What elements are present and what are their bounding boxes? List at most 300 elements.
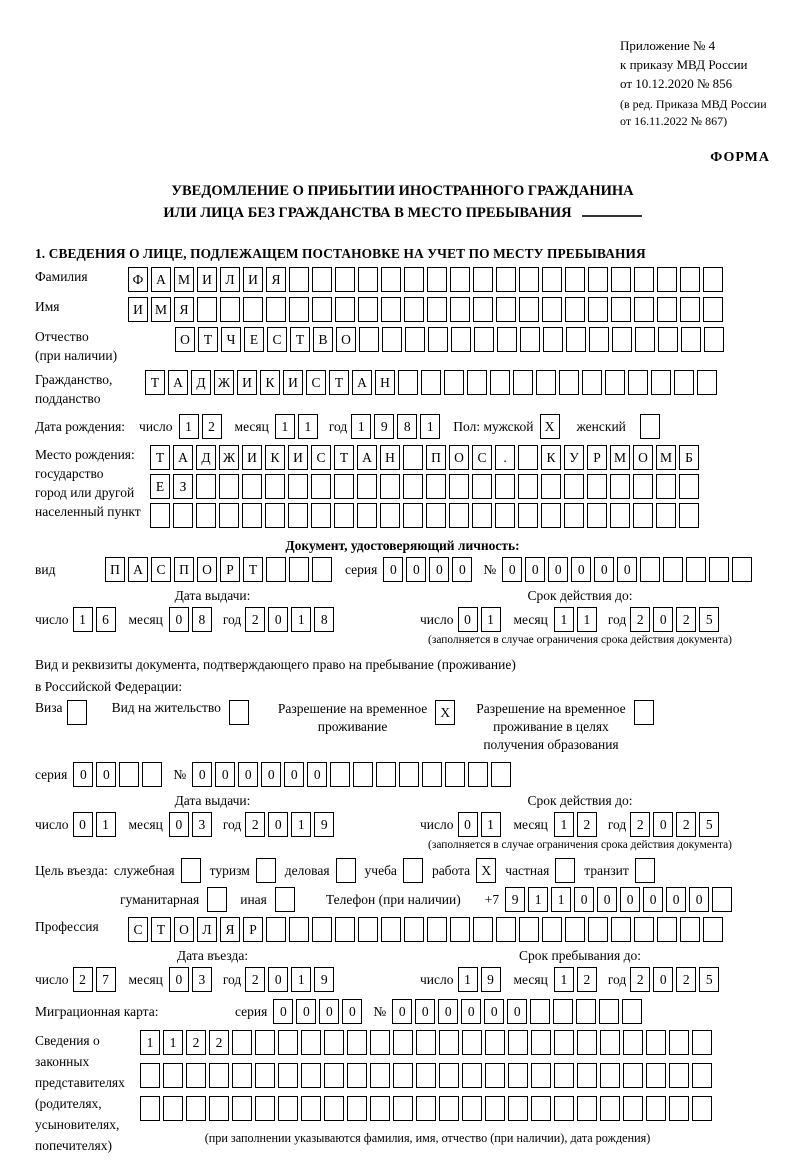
cell[interactable] [669,1063,689,1088]
cell[interactable]: 0 [319,999,339,1024]
cell[interactable] [404,297,424,322]
cell[interactable] [520,327,540,352]
cell[interactable] [219,474,239,499]
cell[interactable]: Л [197,917,217,942]
cell[interactable] [513,370,533,395]
cell[interactable]: 0 [392,999,412,1024]
cell[interactable]: 2 [630,812,650,837]
cell[interactable] [473,917,493,942]
cell[interactable] [577,1030,597,1055]
doc-series-cells[interactable] [383,557,475,582]
cell[interactable]: 1 [554,812,574,837]
cell[interactable]: А [357,445,377,470]
cell[interactable]: X [476,858,496,883]
cell[interactable] [311,474,331,499]
cell[interactable] [278,1030,298,1055]
cell[interactable]: Я [266,267,286,292]
cell[interactable]: 0 [653,812,673,837]
cell[interactable]: И [242,445,262,470]
cell[interactable] [439,1096,459,1121]
cell[interactable] [679,474,699,499]
cell[interactable]: Я [174,297,194,322]
cell[interactable]: М [610,445,630,470]
cell[interactable] [485,1030,505,1055]
cell[interactable] [358,917,378,942]
cell[interactable] [587,503,607,528]
cell[interactable] [472,503,492,528]
cell[interactable] [67,700,87,725]
cell[interactable] [600,1096,620,1121]
cell[interactable] [265,474,285,499]
cell[interactable] [289,917,309,942]
name-cells[interactable] [128,297,726,322]
cell[interactable]: 1 [291,812,311,837]
cell[interactable] [530,999,550,1024]
cell[interactable] [473,297,493,322]
cell[interactable] [370,1030,390,1055]
cell[interactable] [565,297,585,322]
cell[interactable]: Т [329,370,349,395]
cell[interactable] [611,917,631,942]
cell[interactable]: 9 [314,812,334,837]
cell[interactable]: X [435,700,455,725]
cell[interactable] [357,503,377,528]
cell[interactable]: Т [290,327,310,352]
cell[interactable] [536,370,556,395]
citizenship-cells[interactable] [145,370,720,395]
cell[interactable] [634,267,654,292]
cell[interactable] [669,1030,689,1055]
cell[interactable]: И [288,445,308,470]
cell[interactable] [508,1030,528,1055]
cell[interactable] [542,917,562,942]
cell[interactable] [681,327,701,352]
cell[interactable]: Т [198,327,218,352]
cell[interactable]: 0 [238,762,258,787]
cell[interactable]: 1 [96,812,116,837]
cell[interactable]: А [173,445,193,470]
cell[interactable] [288,474,308,499]
cell[interactable] [428,327,448,352]
cell[interactable]: 0 [548,557,568,582]
identity-issue-year-cells[interactable] [245,607,337,632]
cell[interactable] [163,1096,183,1121]
entry-day-cells[interactable] [73,967,119,992]
cell[interactable]: 1 [291,967,311,992]
cell[interactable] [623,1063,643,1088]
cell[interactable] [635,327,655,352]
cell[interactable] [288,503,308,528]
cell[interactable]: 1 [291,607,311,632]
cell[interactable] [674,370,694,395]
cell[interactable] [559,370,579,395]
cell[interactable]: А [352,370,372,395]
cell[interactable]: 5 [699,812,719,837]
cell[interactable]: 0 [452,557,472,582]
cell[interactable]: 2 [577,967,597,992]
cell[interactable]: 2 [73,967,93,992]
cell[interactable] [196,503,216,528]
cell[interactable] [347,1030,367,1055]
cell[interactable]: 2 [676,967,696,992]
cell[interactable]: 0 [342,999,362,1024]
cell[interactable] [439,1063,459,1088]
cell[interactable] [680,297,700,322]
cell[interactable]: С [128,917,148,942]
cell[interactable]: И [283,370,303,395]
cell[interactable] [312,297,332,322]
cell[interactable] [462,1030,482,1055]
cell[interactable] [599,999,619,1024]
cell[interactable] [324,1030,344,1055]
identity-expiry-month-cells[interactable] [554,607,600,632]
cell[interactable]: 0 [458,607,478,632]
cell[interactable] [565,267,585,292]
cell[interactable] [358,297,378,322]
cell[interactable]: Р [587,445,607,470]
cell[interactable] [497,327,517,352]
cell[interactable] [543,327,563,352]
cell[interactable] [242,474,262,499]
cell[interactable]: 0 [415,999,435,1024]
cell[interactable] [541,474,561,499]
purpose-humanitarian-checkbox[interactable] [207,887,230,912]
cell[interactable] [508,1096,528,1121]
cell[interactable] [657,917,677,942]
cell[interactable] [462,1096,482,1121]
cell[interactable]: О [336,327,356,352]
cell[interactable] [347,1063,367,1088]
cell[interactable] [393,1063,413,1088]
residence-expiry-year-cells[interactable] [630,812,722,837]
cell[interactable]: 2 [630,967,650,992]
cell[interactable] [703,267,723,292]
sex-female-checkbox[interactable] [640,414,663,439]
cell[interactable] [357,474,377,499]
cell[interactable] [324,1063,344,1088]
cell[interactable] [679,503,699,528]
cell[interactable]: 0 [169,967,189,992]
cell[interactable] [334,503,354,528]
cell[interactable]: 2 [676,812,696,837]
cell[interactable] [519,917,539,942]
cell[interactable] [633,474,653,499]
cell[interactable] [449,503,469,528]
temp-residence-education-checkbox[interactable] [634,700,657,725]
cell[interactable]: 8 [192,607,212,632]
cell[interactable] [692,1030,712,1055]
cell[interactable]: 1 [481,812,501,837]
cell[interactable]: 0 [666,887,686,912]
doc-number-cells[interactable] [502,557,755,582]
cell[interactable]: 2 [186,1030,206,1055]
cell[interactable]: Б [679,445,699,470]
cell[interactable] [449,474,469,499]
cell[interactable]: 1 [551,887,571,912]
cell[interactable] [576,999,596,1024]
cell[interactable]: 0 [296,999,316,1024]
cell[interactable]: 0 [502,557,522,582]
cell[interactable]: Д [196,445,216,470]
cell[interactable]: 0 [273,999,293,1024]
cell[interactable] [255,1063,275,1088]
cell[interactable] [554,1030,574,1055]
surname-cells[interactable] [128,267,726,292]
cell[interactable]: 1 [179,414,199,439]
cell[interactable]: 0 [653,607,673,632]
cell[interactable]: 2 [577,812,597,837]
cell[interactable]: С [472,445,492,470]
cell[interactable] [301,1030,321,1055]
cell[interactable] [577,1096,597,1121]
cell[interactable]: О [449,445,469,470]
cell[interactable] [186,1096,206,1121]
cell[interactable] [657,267,677,292]
cell[interactable]: С [151,557,171,582]
cell[interactable] [658,327,678,352]
cell[interactable] [564,474,584,499]
cell[interactable]: М [151,297,171,322]
cell[interactable] [623,1096,643,1121]
cell[interactable] [612,327,632,352]
cell[interactable]: 0 [571,557,591,582]
cell[interactable] [496,297,516,322]
purpose-other-checkbox[interactable] [275,887,298,912]
cell[interactable]: П [105,557,125,582]
cell[interactable]: 0 [73,812,93,837]
cell[interactable] [508,1063,528,1088]
cell[interactable]: О [633,445,653,470]
cell[interactable] [704,327,724,352]
cell[interactable]: И [197,267,217,292]
cell[interactable] [219,503,239,528]
cell[interactable] [588,917,608,942]
cell[interactable]: К [260,370,280,395]
cell[interactable] [588,267,608,292]
residence-expiry-month-cells[interactable] [554,812,600,837]
identity-issue-day-cells[interactable] [73,607,119,632]
cell[interactable] [656,474,676,499]
cell[interactable] [330,762,350,787]
purpose-tourism-checkbox[interactable] [256,858,279,883]
birth-year-cells[interactable] [351,414,443,439]
cell[interactable] [289,297,309,322]
cell[interactable]: 0 [429,557,449,582]
cell[interactable] [554,1096,574,1121]
cell[interactable]: 0 [653,967,673,992]
cell[interactable] [209,1063,229,1088]
cell[interactable] [444,370,464,395]
cell[interactable]: Е [244,327,264,352]
cell[interactable]: О [175,327,195,352]
patronymic-cells[interactable] [175,327,727,352]
birth-place-cells-row1[interactable] [150,445,702,470]
doc-type-cells[interactable] [105,557,335,582]
cell[interactable] [633,503,653,528]
cell[interactable]: С [267,327,287,352]
cell[interactable] [542,267,562,292]
cell[interactable]: 0 [307,762,327,787]
cell[interactable]: И [243,267,263,292]
cell[interactable] [496,917,516,942]
cell[interactable] [393,1030,413,1055]
cell[interactable] [426,503,446,528]
cell[interactable]: Ж [219,445,239,470]
cell[interactable]: 2 [245,607,265,632]
cell[interactable] [266,297,286,322]
cell[interactable]: З [173,474,193,499]
cell[interactable] [370,1063,390,1088]
purpose-work-checkbox[interactable] [476,858,499,883]
cell[interactable] [403,474,423,499]
cell[interactable] [427,297,447,322]
stay-month-cells[interactable] [554,967,600,992]
cell[interactable]: Ж [214,370,234,395]
cell[interactable] [553,999,573,1024]
cell[interactable] [427,267,447,292]
cell[interactable]: П [426,445,446,470]
cell[interactable] [255,1030,275,1055]
cell[interactable]: 0 [169,812,189,837]
cell[interactable] [140,1063,160,1088]
cell[interactable] [531,1063,551,1088]
cell[interactable]: 1 [481,607,501,632]
cell[interactable] [473,267,493,292]
cell[interactable]: К [265,445,285,470]
cell[interactable] [445,762,465,787]
cell[interactable] [646,1063,666,1088]
cell[interactable]: Н [380,445,400,470]
cell[interactable] [518,474,538,499]
cell[interactable] [301,1096,321,1121]
cell[interactable]: Ч [221,327,241,352]
cell[interactable] [335,267,355,292]
cell[interactable] [450,917,470,942]
representatives-cells-row1[interactable] [140,1030,715,1055]
cell[interactable] [416,1030,436,1055]
residence-issue-year-cells[interactable] [245,812,337,837]
identity-expiry-year-cells[interactable] [630,607,722,632]
cell[interactable] [518,445,538,470]
cell[interactable] [197,297,217,322]
cell[interactable] [635,858,655,883]
cell[interactable] [496,267,516,292]
cell[interactable]: 1 [554,967,574,992]
cell[interactable]: 0 [458,812,478,837]
cell[interactable]: Р [243,917,263,942]
cell[interactable]: 0 [643,887,663,912]
cell[interactable] [692,1096,712,1121]
cell[interactable] [467,370,487,395]
cell[interactable] [462,1063,482,1088]
cell[interactable] [669,1096,689,1121]
cell[interactable] [582,370,602,395]
cell[interactable] [186,1063,206,1088]
cell[interactable] [312,267,332,292]
cell[interactable] [485,1063,505,1088]
cell[interactable] [646,1096,666,1121]
cell[interactable]: 0 [215,762,235,787]
cell[interactable]: 3 [192,967,212,992]
cell[interactable]: 1 [577,607,597,632]
cell[interactable]: Н [375,370,395,395]
cell[interactable] [243,297,263,322]
cell[interactable] [232,1096,252,1121]
cell[interactable] [451,327,471,352]
residence-expiry-day-cells[interactable] [458,812,504,837]
residence-permit-checkbox[interactable] [229,700,252,725]
phone-cells[interactable] [505,887,735,912]
cell[interactable] [232,1030,252,1055]
residence-issue-month-cells[interactable] [169,812,215,837]
cell[interactable]: 9 [374,414,394,439]
sex-male-checkbox[interactable] [540,414,563,439]
cell[interactable] [403,858,423,883]
cell[interactable] [266,917,286,942]
cell[interactable] [334,474,354,499]
cell[interactable] [370,1096,390,1121]
cell[interactable] [358,267,378,292]
representatives-cells-row2[interactable] [140,1063,715,1088]
cell[interactable] [640,557,660,582]
cell[interactable] [181,858,201,883]
cell[interactable] [709,557,729,582]
cell[interactable]: 0 [268,607,288,632]
cell[interactable]: 2 [676,607,696,632]
cell[interactable] [610,474,630,499]
cell[interactable]: Я [220,917,240,942]
cell[interactable] [163,1063,183,1088]
birth-month-cells[interactable] [275,414,321,439]
cell[interactable] [600,1063,620,1088]
migration-number-cells[interactable] [392,999,645,1024]
cell[interactable] [278,1063,298,1088]
cell[interactable]: 0 [96,762,116,787]
cell[interactable] [265,503,285,528]
cell[interactable] [289,557,309,582]
cell[interactable] [611,267,631,292]
cell[interactable]: 9 [314,967,334,992]
cell[interactable] [600,1030,620,1055]
purpose-transit-checkbox[interactable] [635,858,658,883]
cell[interactable] [712,887,732,912]
cell[interactable] [450,267,470,292]
cell[interactable]: 0 [594,557,614,582]
cell[interactable]: М [656,445,676,470]
cell[interactable]: Т [151,917,171,942]
cell[interactable]: В [313,327,333,352]
cell[interactable] [628,370,648,395]
cell[interactable]: 0 [574,887,594,912]
cell[interactable]: 0 [507,999,527,1024]
stay-year-cells[interactable] [630,967,722,992]
cell[interactable] [531,1030,551,1055]
cell[interactable]: 0 [406,557,426,582]
cell[interactable]: 0 [383,557,403,582]
cell[interactable] [232,1063,252,1088]
cell[interactable]: А [128,557,148,582]
cell[interactable]: 0 [617,557,637,582]
cell[interactable] [312,557,332,582]
cell[interactable] [266,557,286,582]
cell[interactable] [634,917,654,942]
cell[interactable]: 1 [351,414,371,439]
cell[interactable]: С [306,370,326,395]
cell[interactable] [589,327,609,352]
cell[interactable]: И [128,297,148,322]
cell[interactable] [380,503,400,528]
cell[interactable] [229,700,249,725]
